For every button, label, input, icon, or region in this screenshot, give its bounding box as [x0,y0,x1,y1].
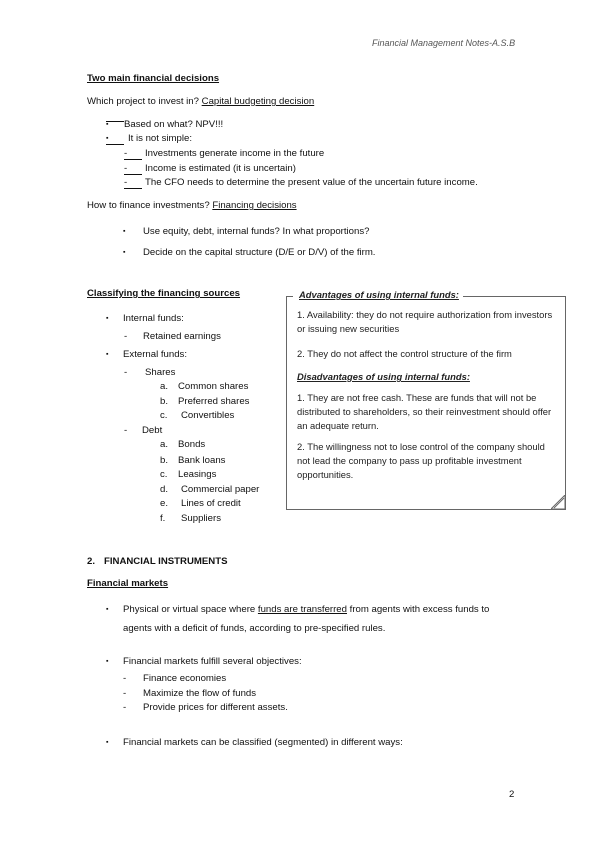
finance-bullet-1: Use equity, debt, internal funds? In what proportions? [143,226,370,237]
shares-label: Shares [145,367,176,378]
debt-item-num: f. [160,513,166,524]
bullet-not-simple: It is not simple: [128,133,192,144]
dash-item-1: Investments generate income in the future [145,148,325,159]
dash-marker: - [124,148,128,159]
debt-item-num: e. [160,498,169,509]
disadvantages-heading: Disadvantages of using internal funds: [297,371,470,382]
underline-mark [124,159,142,160]
dash-marker: - [124,177,128,188]
shares-item-num: c. [160,410,168,421]
dash-marker: - [124,331,128,342]
definition-text-a: Physical or virtual space where [123,604,256,615]
advantage-1: 1. Availability: they do not require authorization from investors or issuing new securities [297,309,553,334]
bullet-square-icon: ▪ [106,658,109,665]
funds-transferred-link: funds are transferred [257,604,347,615]
financial-markets-heading: Financial markets [87,578,169,589]
question-finance [87,200,297,212]
dash-marker: - [123,673,127,684]
bullet-square-icon: ▪ [106,606,109,613]
dash-item-2: Income is estimated (it is uncertain) [145,163,296,174]
debt-item-label: Commercial paper [181,484,260,495]
shares-item-label: Preferred shares [178,396,250,407]
page-number: 2 [509,789,515,800]
disadvantage-1: 1. They are not free cash. These are funds that will not be distributed to shareholders, so their reinvestment should offer an adequate return. [297,392,552,431]
box-top-edge [287,296,293,297]
finance-bullet-2: Decide on the capital structure (D/E or D/V) of the firm. [143,247,376,258]
advantages-heading: Advantages of using internal funds: [299,289,459,300]
dash-marker: - [124,163,128,174]
definition-text-b: from agents with excess funds to [349,604,490,615]
question-invest-text: Which project to invest in? [87,96,199,107]
bullet-square-icon: ▪ [106,739,109,746]
dash-marker: - [123,702,127,713]
objective-3: Provide prices for different assets. [143,702,288,713]
shares-item-label: Common shares [178,381,249,392]
dash-item-3: The CFO needs to determine the present value of the uncertain future income. [145,177,478,188]
debt-item-num: d. [160,484,169,495]
bullet-square-icon: ▪ [106,121,109,128]
dash-marker: - [124,367,128,378]
financing-decisions-link: Financing decisions [212,200,297,211]
underline-mark [124,174,142,175]
debt-item-label: Suppliers [181,513,221,524]
dash-marker: - [123,688,127,699]
underline-mark [106,144,124,145]
advantage-2: 2. They do not affect the control structure of the firm [297,348,512,359]
internal-funds-callout [286,289,566,510]
section2-number: 2. [87,556,96,567]
markets-definition-line2: agents with a deficit of funds, according to pre-specified rules. [123,623,386,634]
box-top-edge [463,296,565,297]
capital-budgeting-link: Capital budgeting decision [201,96,315,107]
disadvantage-2: 2. The willingness not to lose control of the company should not lead the company to pass up profitable investment opportunities. [297,441,545,480]
bullet-square-icon: ▪ [123,228,126,235]
underline-mark [124,188,142,189]
page-curl-icon [551,495,565,509]
bullet-square-icon: ▪ [106,315,109,322]
debt-item-num: a. [160,439,169,450]
shares-item-num: b. [160,396,169,407]
question-finance-text: How to finance investments? [87,200,210,211]
question-invest [87,96,314,108]
classification-intro: Financial markets can be classified (segmented) in different ways: [123,737,403,748]
debt-label: Debt [142,425,163,436]
classifying-heading: Classifying the financing sources [87,288,241,299]
debt-item-label: Lines of credit [181,498,241,509]
objective-1: Finance economies [143,673,227,684]
objective-2: Maximize the flow of funds [143,688,257,699]
internal-funds: Internal funds: [123,313,184,324]
debt-item-num: c. [160,469,168,480]
markets-definition-line1 [123,604,489,616]
shares-item-label: Convertibles [181,410,235,421]
bullet-square-icon: ▪ [106,351,109,358]
section2-heading: FINANCIAL INSTRUMENTS [104,556,228,567]
debt-item-num: b. [160,455,169,466]
section-heading-decisions: Two main financial decisions [87,73,220,84]
running-header: Financial Management Notes-A.S.B [372,38,516,48]
external-funds: External funds: [123,349,187,360]
underline-mark [106,121,124,122]
retained-earnings: Retained earnings [143,331,221,342]
debt-item-label: Bank loans [178,455,226,466]
debt-item-label: Bonds [178,439,206,450]
bullet-npv: Based on what? NPV!!! [124,119,224,130]
bullet-square-icon: ▪ [106,135,109,142]
shares-item-num: a. [160,381,169,392]
dash-marker: - [124,425,128,436]
debt-item-label: Leasings [178,469,217,480]
objectives-intro: Financial markets fulfill several objectives: [123,656,302,667]
bullet-square-icon: ▪ [123,249,126,256]
